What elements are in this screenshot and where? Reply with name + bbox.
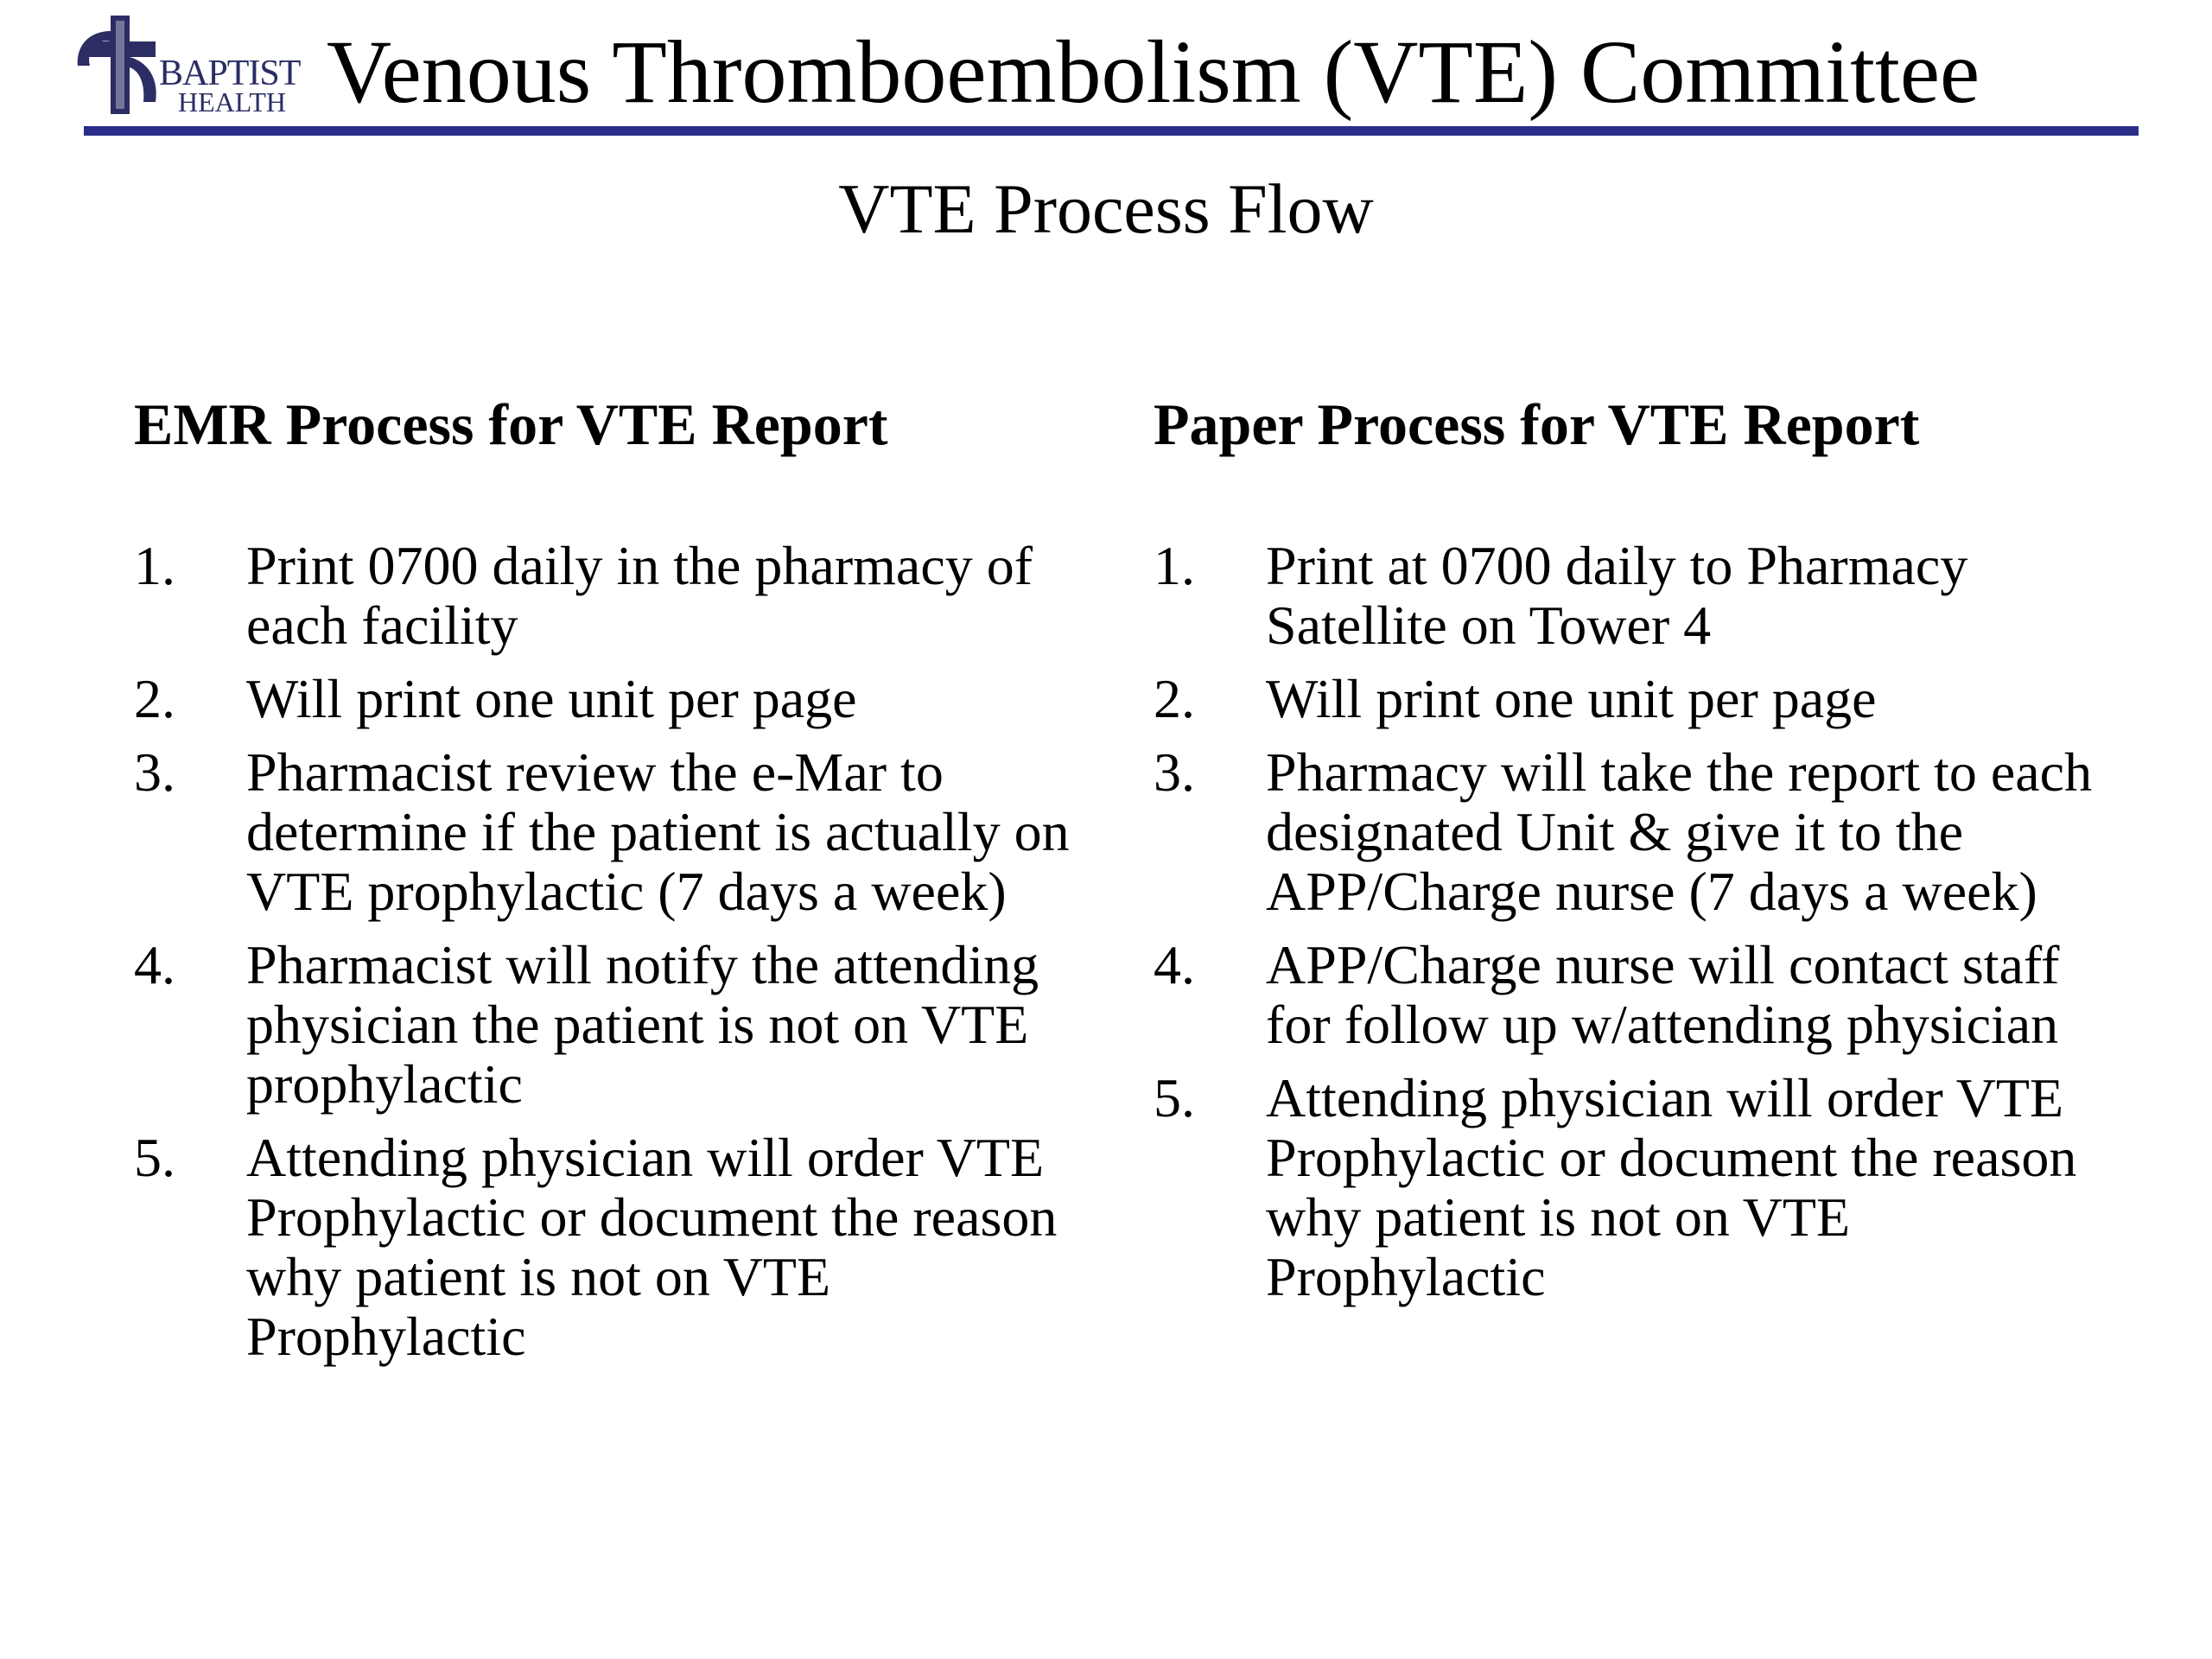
list-item (1154, 536, 2130, 655)
step-number: 4. (1154, 934, 1195, 995)
step-text: Pharmacist will notify the attending physician the patient is not on VTE prophylactic (246, 934, 1039, 1115)
logo-text-baptist: BAPTIST (159, 54, 301, 93)
step-text: Attending physician will order VTE Prophylactic or document the reason why patient is not on VTE Prophylactic (1266, 1067, 2077, 1307)
list-item (134, 669, 1110, 728)
step-text: Print 0700 daily in the pharmacy of each facility (246, 535, 1033, 656)
step-number: 1. (134, 535, 175, 596)
step-text: Print at 0700 daily to Pharmacy Satellite on Tower 4 (1266, 535, 1968, 656)
step-number: 5. (134, 1127, 175, 1188)
step-text: Pharmacist review the e-Mar to determine if the patient is actually on VTE prophylactic (7 days a week) (246, 741, 1070, 922)
emr-process-column (134, 389, 1110, 1380)
step-text: Will print one unit per page (246, 668, 857, 729)
list-item (134, 742, 1110, 921)
step-text: APP/Charge nurse will contact staff for follow up w/attending physician (1266, 934, 2060, 1055)
step-number: 4. (134, 934, 175, 995)
list-item (1154, 935, 2130, 1054)
step-text: Attending physician will order VTE Prophylactic or document the reason why patient is not on VTE Prophylactic (246, 1127, 1058, 1367)
slide-header (76, 5, 2150, 135)
column-heading: Paper Process for VTE Report (1154, 391, 1920, 457)
step-number: 3. (134, 741, 175, 803)
step-text: Pharmacy will take the report to each designated Unit & give it to the APP/Charge nurse (7 days a week) (1266, 741, 2093, 922)
list-item (1154, 742, 2130, 921)
list-item (1154, 1068, 2130, 1306)
list-item (1154, 669, 2130, 728)
step-list (134, 536, 1110, 1366)
list-item (134, 1128, 1110, 1366)
page-title: Venous Thromboembolism (VTE) Committee (327, 22, 1980, 122)
slide-subtitle: VTE Process Flow (838, 169, 1374, 248)
logo-text-health: HEALTH (178, 86, 287, 118)
baptist-health-logo (76, 12, 309, 120)
step-number: 5. (1154, 1067, 1195, 1128)
step-text: Will print one unit per page (1266, 668, 1877, 729)
paper-process-column (1154, 389, 2130, 1320)
step-list (1154, 536, 2130, 1306)
list-item (134, 935, 1110, 1114)
step-number: 3. (1154, 741, 1195, 803)
column-heading: EMR Process for VTE Report (134, 391, 888, 457)
title-divider (84, 126, 2139, 136)
step-number: 2. (1154, 668, 1195, 729)
step-number: 1. (1154, 535, 1195, 596)
cross-logo-icon (76, 12, 171, 120)
list-item (134, 536, 1110, 655)
step-number: 2. (134, 668, 175, 729)
